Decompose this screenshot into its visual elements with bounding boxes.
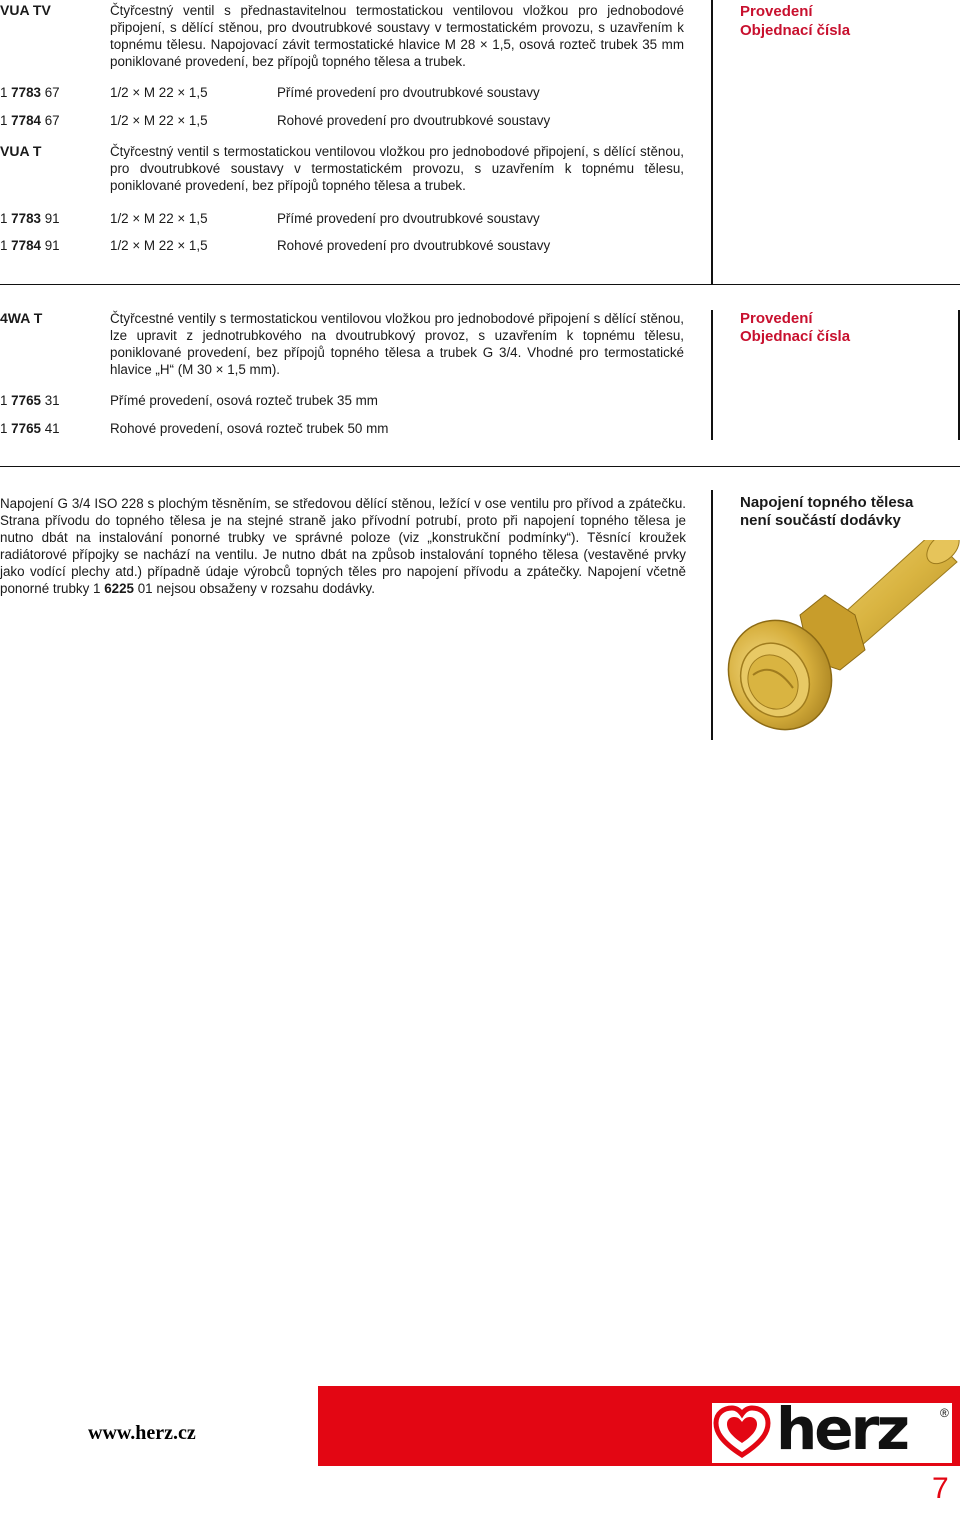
thread-spec: 1/2 × M 22 × 1,5 (110, 238, 208, 253)
column-divider (711, 310, 713, 440)
side-title-objednaci-cisla: Objednací čísla (740, 328, 851, 345)
side-title-objednaci-cisla: Objednací čísla (740, 22, 851, 39)
row-description: Přímé provedení pro dvoutrubkové soustavy (277, 85, 540, 100)
side-title-provedeni: Provedení (740, 3, 813, 20)
herz-logo (712, 1395, 952, 1463)
thread-spec: 1/2 × M 22 × 1,5 (110, 211, 208, 226)
part-number: 1 7765 41 (0, 421, 60, 436)
part-number: 1 7784 91 (0, 238, 60, 253)
row-description: Přímé provedení pro dvoutrubkové soustavy (277, 211, 540, 226)
section-divider (0, 284, 960, 285)
thread-spec: 1/2 × M 22 × 1,5 (110, 113, 208, 128)
order-row (0, 84, 700, 101)
column-divider (711, 0, 713, 284)
part-number: 1 7783 91 (0, 211, 60, 226)
product-description-vua-t: Čtyřcestný ventil s termostatickou ventilovou vložkou pro jednobodové připojení, s dělící stěnou, pro dvoutrubkové soustavy v termostatickém provozu, s uzavřením k topnému tělesu, poniklované provedení, bez přípojů topného tělesa a trubek. (110, 144, 684, 193)
order-row (0, 392, 700, 409)
part-number: 1 7765 31 (0, 393, 60, 408)
section-divider (0, 466, 960, 467)
immersion-tube-connector-image (725, 540, 960, 750)
part-number: 1 7783 67 (0, 85, 60, 100)
column-divider (711, 490, 713, 740)
logo-wordmark: herz (776, 1395, 907, 1463)
website-link[interactable]: www.herz.cz (88, 1422, 196, 1444)
registered-mark: ® (940, 1406, 949, 1420)
product-code-vua-t: VUA T (0, 143, 42, 159)
row-description: Rohové provedení pro dvoutrubkové soustavy (277, 113, 551, 128)
side-note: Napojení topného tělesa není součástí dodávky (740, 494, 914, 529)
side-title-provedeni: Provedení (740, 310, 813, 327)
product-description-vua-tv: Čtyřcestný ventil s přednastavitelnou termostatickou ventilovou vložkou pro jednobodové připojení, s dělící stěnou, pro dvoutrubkové soustavy v termostatickém provozu, s uzavřením k topnému tělesu. Napojovací závit termostatické hlavice M 28 × 1,5, osová rozteč trubek 35 mm poniklované provedení, bez přípojů topného tělesa a trubek. (110, 3, 684, 69)
connection-note: Napojení G 3/4 ISO 228 s plochým těsněním, se středovou dělící stěnou, ležící v ose ventilu pro přívod a zpátečku. Strana přívodu do topného tělesa je na stejné straně jako přívodní potrubí, proto při napojení topného tělesa je nutno dbát na instalování ponorné trubky ve správné poloze (viz „konstrukční podmínky“). Těsnící kroužek radiátorové přípojky se nachází na ventilu. Je nutno dbát na způsob instalování topného tělesa (vestavěné prvky jako vodící plechy atd.) případně údaje výrobců topných těles pro napojení přívodu a zpátečky. Napojení včetně ponorné trubky 1 6225 01 nejsou obsaženy v rozsahu dodávky. (0, 496, 686, 596)
page-number: 7 (932, 1472, 949, 1505)
order-row (0, 112, 700, 129)
order-row (0, 210, 700, 227)
order-row (0, 237, 700, 254)
order-row (0, 420, 700, 437)
product-description-4wa-t: Čtyřcestné ventily s termostatickou ventilovou vložkou pro jednobodové připojení s dělící stěnou, lze upravit z jednotrubkového na dvoutrubkový provoz, s uzavřením k topnému tělesu, poniklované provedení, bez přípojů topného tělesa a trubek G 3/4. Vhodné pro termostatické hlavice „H“ (M 30 × 1,5 mm). (110, 311, 684, 377)
product-code-vua-tv: VUA TV (0, 2, 51, 18)
row-description: Rohové provedení pro dvoutrubkové soustavy (277, 238, 551, 253)
product-code-4wa-t: 4WA T (0, 310, 43, 326)
row-description: Rohové provedení, osová rozteč trubek 50 mm (110, 421, 389, 436)
thread-spec: 1/2 × M 22 × 1,5 (110, 85, 208, 100)
row-description: Přímé provedení, osová rozteč trubek 35 mm (110, 393, 378, 408)
part-number: 1 7784 67 (0, 113, 60, 128)
